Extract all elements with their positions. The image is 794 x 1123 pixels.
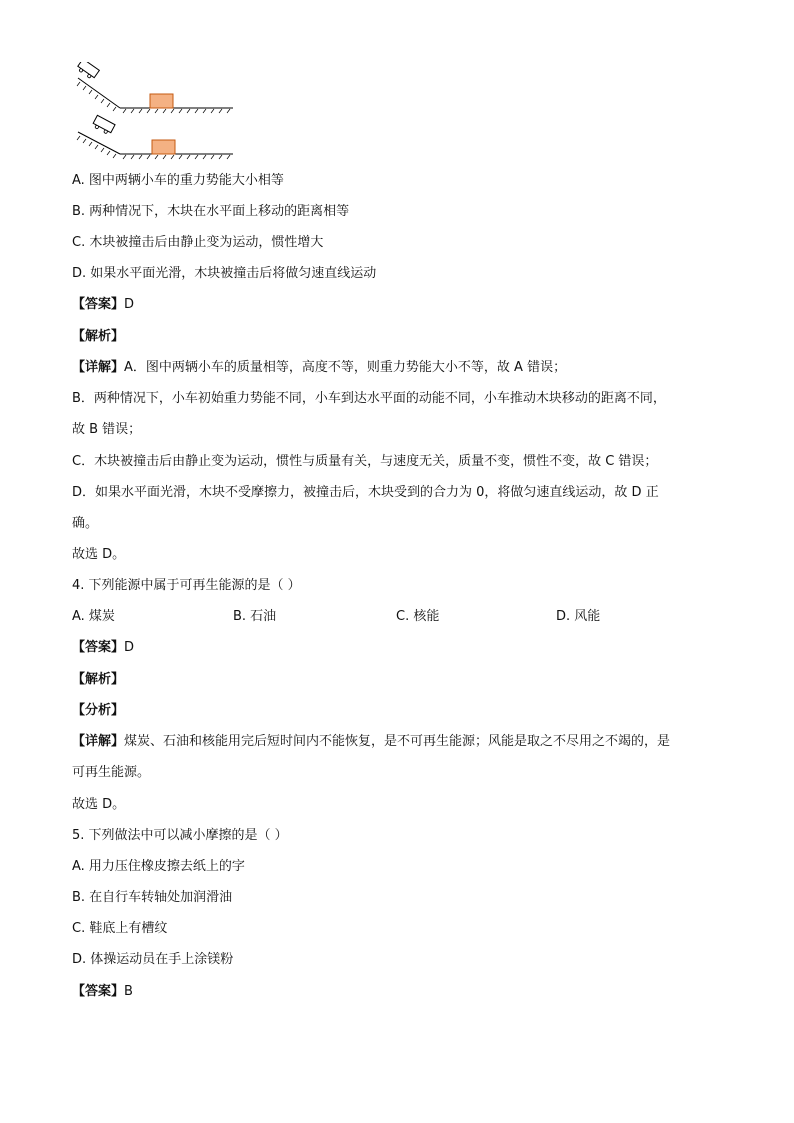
cart-lower [92, 115, 115, 135]
q4-analysis-tag: 【解析】 [72, 672, 125, 687]
q5-option-a: A. 用力压住橡皮擦去纸上的字 [72, 859, 245, 874]
wood-block-upper [150, 94, 173, 108]
detail-text: 煤炭、石油和核能用完后短时间内不能恢复，是不可再生能源；风能是取之不尽用之不竭的，是 [124, 734, 671, 749]
ramp-cart-figure [70, 62, 240, 162]
q3-detail-line-1 [72, 358, 566, 378]
q4-conclusion: 故选 D。 [72, 797, 126, 812]
q5-option-b: B. 在自行车转轴处加润滑油 [72, 890, 233, 905]
q4-option-b: B. 石油 [233, 609, 277, 624]
q3-option-c: C. 木块被撞击后由静止变为运动，惯性增大 [72, 235, 324, 250]
q3-option-b: B. 两种情况下，木块在水平面上移动的距离相等 [72, 204, 350, 219]
q3-detail-line-3: 故 B 错误； [72, 422, 142, 437]
wood-block-lower [152, 140, 175, 154]
answer-tag: 【答案】 [72, 297, 125, 312]
detail-text: A．图中两辆小车的质量相等，高度不等，则重力势能大小不等，故 A 错误； [124, 360, 567, 375]
q3-answer [72, 295, 134, 315]
q3-option-d: D. 如果水平面光滑，木块被撞击后将做匀速直线运动 [72, 266, 377, 281]
q5-option-c: C. 鞋底上有槽纹 [72, 921, 168, 936]
q4-detail-line-1 [72, 732, 670, 752]
answer-value: B [124, 984, 133, 999]
answer-value: D [124, 640, 135, 655]
q5-answer [72, 982, 133, 1002]
answer-value: D [124, 297, 135, 312]
detail-tag: 【详解】 [72, 734, 125, 749]
q3-detail-line-2: B．两种情况下，小车初始重力势能不同，小车到达水平面的动能不同，小车推动木块移动的距离不同， [72, 391, 666, 406]
detail-tag: 【详解】 [72, 360, 125, 375]
q4-options [72, 607, 600, 627]
ramp-diagram-upper [76, 62, 233, 113]
q4-option-d: D. 风能 [556, 609, 601, 624]
answer-tag: 【答案】 [72, 640, 125, 655]
q3-detail-line-6: 确。 [72, 516, 99, 531]
q4-option-c: C. 核能 [396, 609, 440, 624]
q3-conclusion: 故选 D。 [72, 547, 126, 562]
q3-detail-line-5: D．如果水平面光滑，木块不受摩擦力，被撞击后，木块受到的合力为 0，将做匀速直线运动，故 D 正 [72, 485, 659, 500]
q3-analysis-tag: 【解析】 [72, 329, 125, 344]
q4-option-a: A. 煤炭 [72, 609, 115, 624]
q3-detail-line-4: C．木块被撞击后由静止变为运动，惯性与质量有关，与速度无关，质量不变，惯性不变，故 C 错误； [72, 454, 658, 469]
q5-question: 5. 下列做法中可以减小摩擦的是（ ） [72, 828, 288, 843]
q5-option-d: D. 体操运动员在手上涂镁粉 [72, 952, 234, 967]
q3-option-a: A. 图中两辆小车的重力势能大小相等 [72, 173, 284, 188]
cart-upper [76, 62, 99, 80]
q4-answer [72, 638, 134, 658]
q4-fenxi-tag: 【分析】 [72, 703, 125, 718]
q4-question: 4. 下列能源中属于可再生能源的是（ ） [72, 578, 301, 593]
ramp-diagram-lower [77, 115, 233, 159]
answer-tag: 【答案】 [72, 984, 125, 999]
q4-detail-line-2: 可再生能源。 [72, 765, 151, 780]
